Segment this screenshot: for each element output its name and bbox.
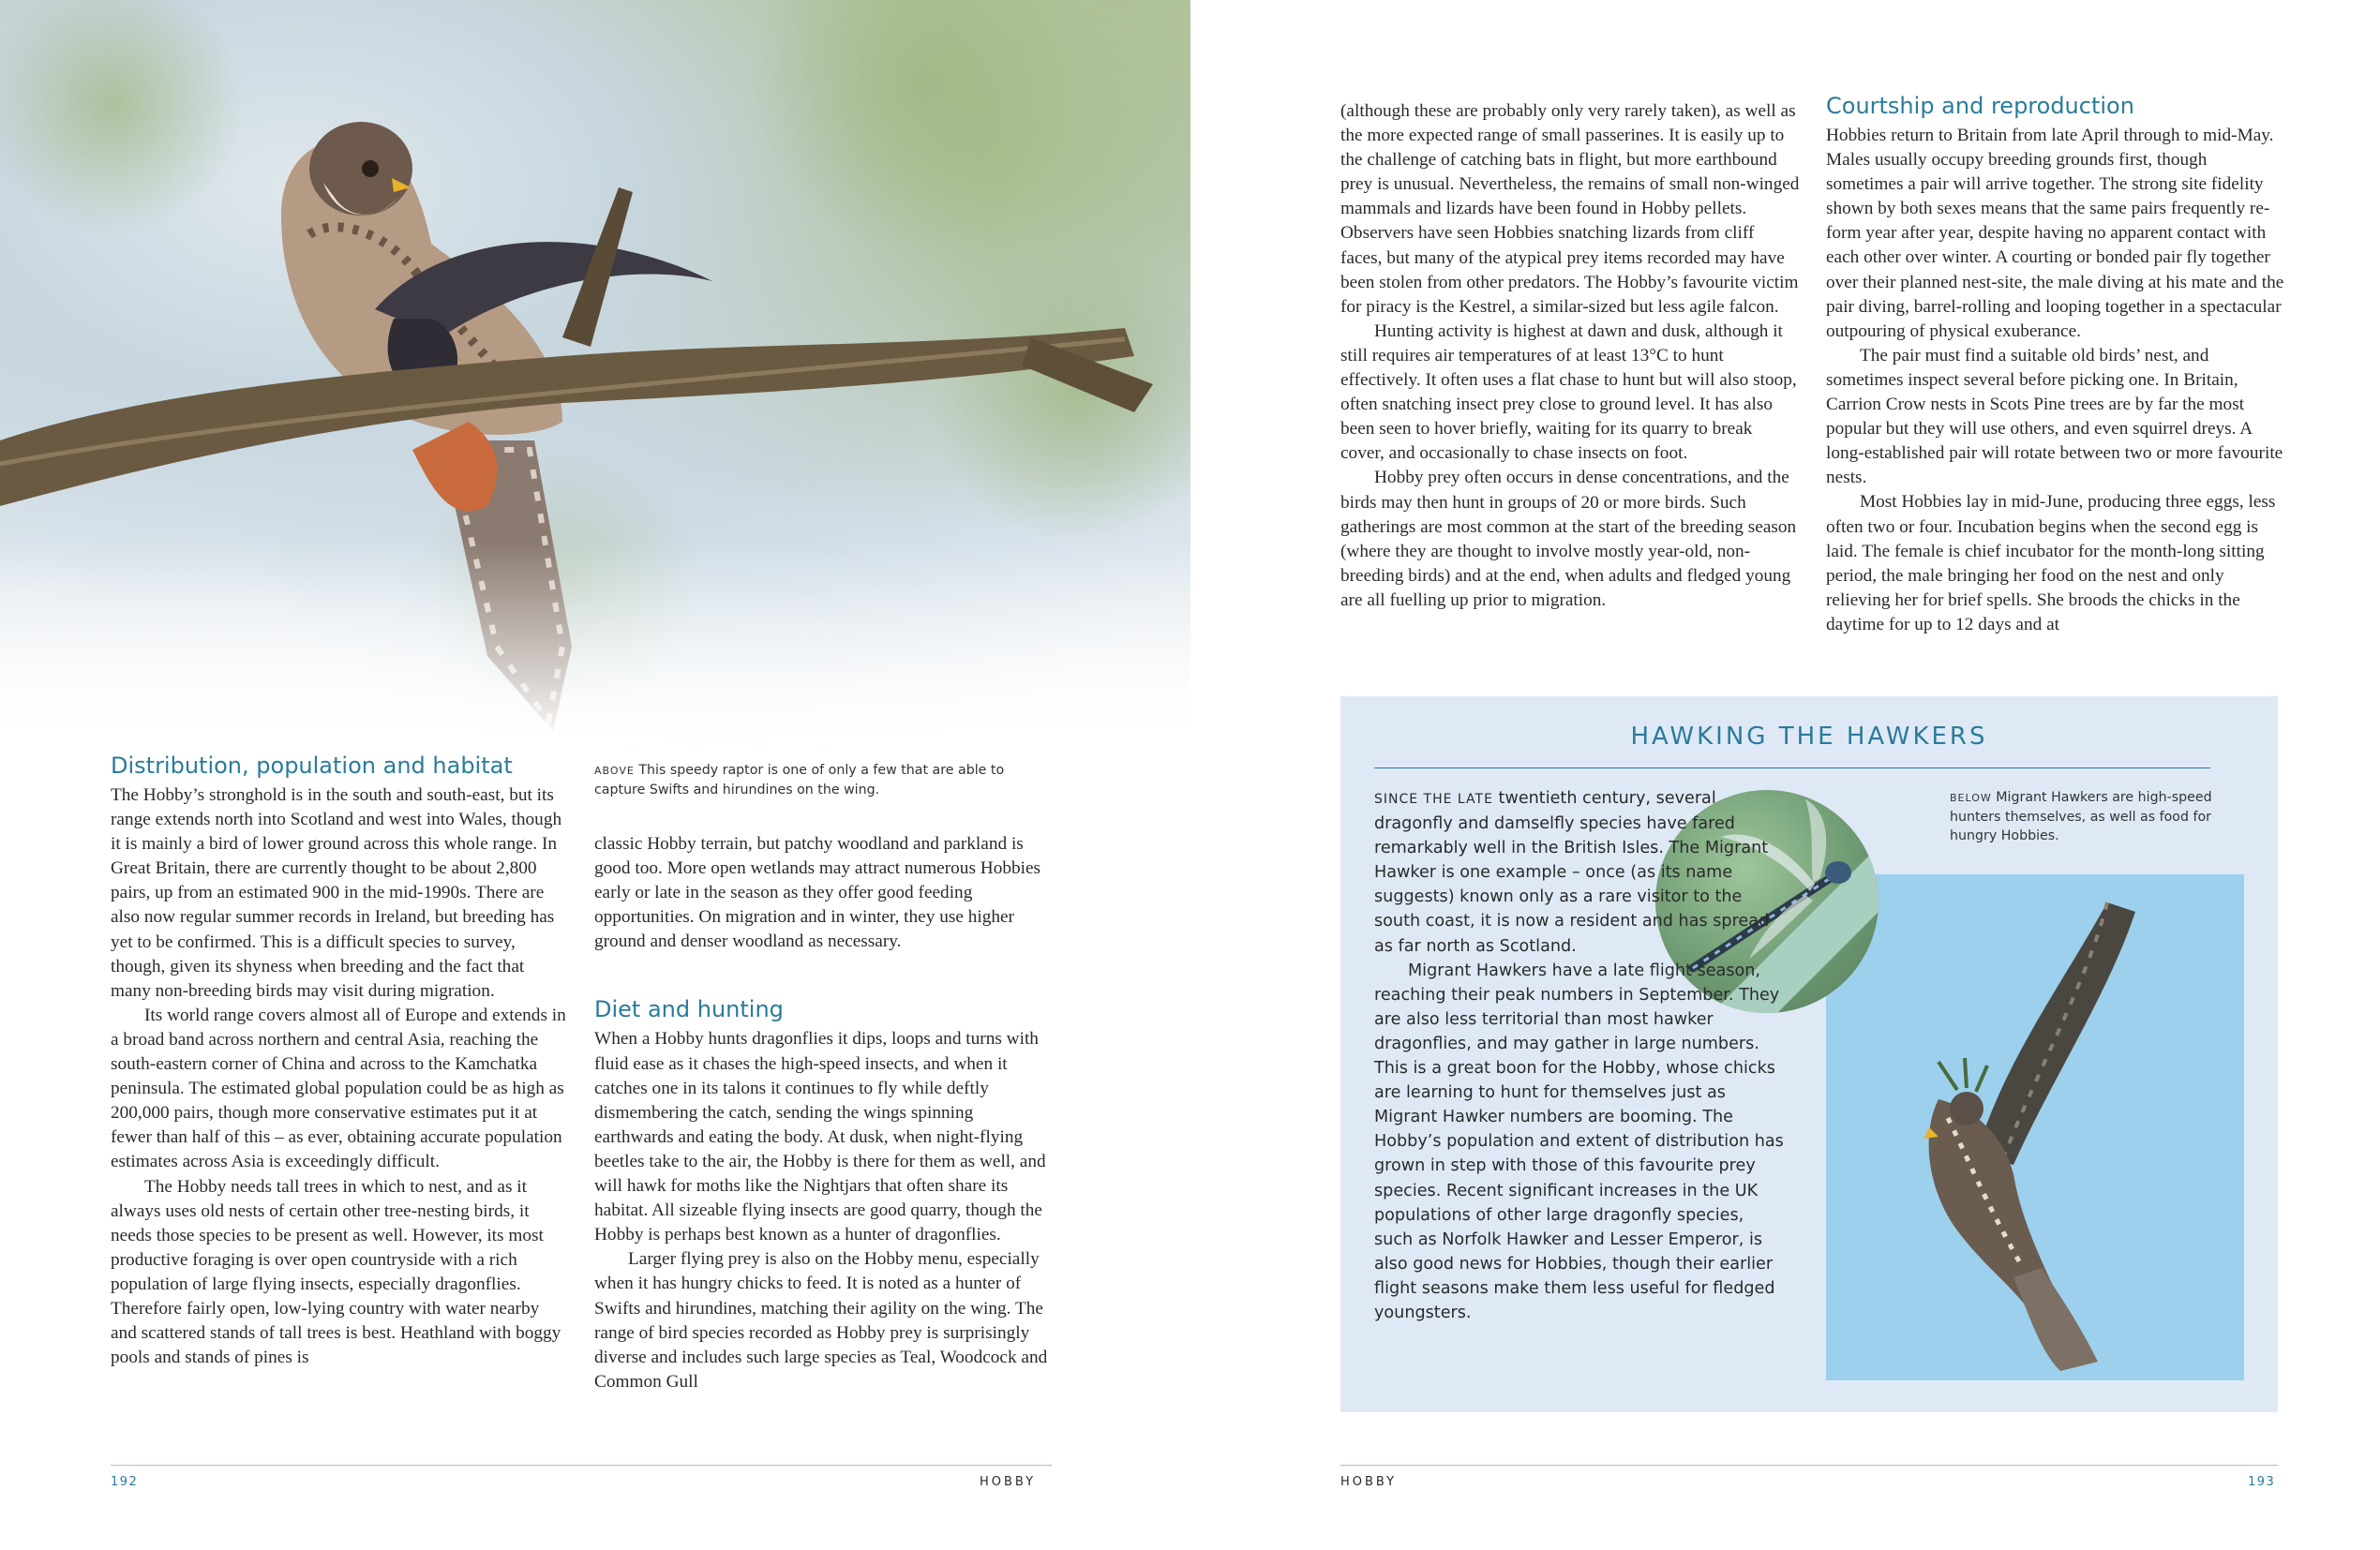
caption-tag: ABOVE — [594, 765, 635, 777]
feature-box — [1340, 696, 2278, 1412]
paragraph: The Hobby’s stronghold is in the south and south-east, but its range extends north into Scotland and west into Wales, though it is mainly a bird of lower ground across this whole range. In Great Britain, there are currently thought to be about 2,800 pairs, up from an estimated 900 in the mid-1990s. There are also now regular summer records in Ireland, but breeding has yet to be confirmed. This is a difficult species to survey, though, given its shyness when breeding and the fact that many non-breeding birds may visit during migration. — [111, 785, 562, 1001]
footer-rule — [1340, 1465, 2278, 1466]
paragraph: classic Hobby terrain, but patchy woodland and parkland is good too. More open wetlands may attract numerous Hobbies early or late in the season as they offer good feeding opportunities. On migration and in winter, they use higher ground and denser woodland as necessary. — [594, 834, 1041, 952]
paragraph: Larger flying prey is also on the Hobby menu, especially when it has hungry chicks to feed. It is noted as a hunter of Swifts and hirundines, matching their agility on the wing. The range of bird species recorded as Hobby prey is surprisingly diverse and includes such large species as Teal, Woodcock and Common Gull — [594, 1249, 1048, 1392]
paragraph: Hunting activity is highest at dawn and dusk, although it still requires air temperatures of at least 13°C to hunt effectively. It often uses a flat chase to hunt but will also stoop, often snatching insect prey close to ground level. It has also been seen to hover briefly, waiting for its quarry to break cover, and occasionally to chase insects on foot. — [1340, 320, 1797, 464]
caption-text: Migrant Hawkers are high-speed hunters themselves, as well as food for hungry Hobbies. — [1950, 790, 2212, 843]
diet-body — [594, 1027, 1050, 1394]
photo-caption — [594, 761, 1016, 799]
column-3 — [1340, 99, 1800, 613]
hobby-in-flight-illustration — [1826, 874, 2244, 1380]
distribution-body — [111, 783, 566, 1370]
paragraph: The Hobby needs tall trees in which to nest, and as it always uses old nests of certain other tree-nesting birds, it needs those species to be present as well. However, its most productive foraging is over open countryside with a rich population of large flying insects, especially dragonflies. Therefore fairly open, low-lying country with water nearby and scattered stands of tall trees is best. Heathland with boggy pools and stands of pines is — [111, 1176, 561, 1368]
box-body — [1374, 786, 1787, 1325]
column-2 — [594, 832, 1050, 1394]
paragraph: Most Hobbies lay in mid-June, producing three eggs, less often two or four. Incubation begins when the second egg is laid. The female is chief incubator for the month-long sitting period, the male bringing her food on the nest and only relieving her for brief spells. She broods the chicks in the daytime for up to 12 days and at — [1826, 492, 2276, 634]
caption-text: This speedy raptor is one of only a few that are able to capture Swifts and hirundines on the wing. — [594, 763, 1005, 797]
paragraph — [1374, 786, 1787, 959]
heading-courtship: Courtship and reproduction — [1826, 93, 2134, 119]
running-head: HOBBY — [1340, 1475, 1398, 1489]
paragraph: The pair must find a suitable old birds’ nest, and sometimes inspect several before picking one. In Britain, Carrion Crow nests in Scots Pine trees are by far the most popular but they will use others, and even squirrel dreys. A long-established pair will rotate between two or more favourite nests. — [1826, 345, 2283, 488]
running-head: HOBBY — [980, 1475, 1037, 1489]
footer-rule — [111, 1465, 1052, 1466]
box-lead: SINCE THE LATE — [1374, 792, 1493, 807]
hobby-with-swift-photo — [0, 0, 1190, 750]
courtship-body — [1826, 124, 2285, 637]
caption-tag: BELOW — [1950, 792, 1992, 804]
right-page — [1190, 0, 2380, 1550]
paragraph: When a Hobby hunts dragonflies it dips, loops and turns with fluid ease as it chases the high-speed insects, and when it catches one in its talons it continues to fly while deftly dismembering the catch, sending the wings spinning earthwards and eating the body. At dusk, when night-flying beetles take to the air, the Hobby is there for them as well, and will hawk for moths like the Nightjars that often share its habitat. All sizeable flying insects are good quarry, though the Hobby is perhaps best known as a hunter of dragonflies. — [594, 1029, 1046, 1245]
box-caption — [1950, 788, 2231, 845]
paragraph: Migrant Hawkers have a late flight season, reaching their peak numbers in September. They are also less territorial than most hawker dragonflies, and may gather in large numbers. This is a great boon for the Hobby, whose chicks are learning to hunt for themselves just as Migrant Hawker numbers are booming. The Hobby’s population and extent of distribution has grown in step with those of this favourite prey species. Recent significant increases in the UK populations of other large dragonfly species, such as Norfolk Hawker and Lesser Emperor, is also good news for Hobbies, though their earlier flight seasons make them less useful for fledged youngsters. — [1374, 961, 1784, 1322]
box-title: HAWKING THE HAWKERS — [1630, 723, 1988, 751]
paragraph: Hobbies return to Britain from late April through to mid-May. Males usually occupy breeding grounds first, though sometimes a pair will arrive together. The strong site fidelity shown by both sexes means that the same pairs frequently re-form year after year, despite having no apparent contact with each other over winter. A courting or bonded pair fly together over their planned nest-site, the male diving at his mate and the pair diving, barrel-rolling and looping together in a spectacular outpouring of physical exuberance. — [1826, 126, 2284, 341]
heading-diet: Diet and hunting — [594, 996, 784, 1023]
column-1 — [111, 752, 566, 1370]
hobby-in-flight-photo — [1826, 874, 2244, 1380]
column-4 — [1826, 92, 2285, 637]
heading-distribution: Distribution, population and habitat — [111, 753, 513, 779]
hobby-with-swift-illustration — [0, 0, 1190, 750]
page-number: 192 — [111, 1475, 139, 1489]
paragraph: Hobby prey often occurs in dense concentrations, and the birds may then hunt in groups of 20 or more birds. Such gatherings are most common at the start of the breeding season (where they are thought to involve mostly year-old, non-breeding birds) and at the end, when adults and fledged young are all fuelling up prior to migration. — [1340, 468, 1797, 610]
page-number: 193 — [2248, 1475, 2276, 1489]
paragraph: Its world range covers almost all of Europe and extends in a broad band across northern and central Asia, reaching the south-eastern corner of China and across to the Kamchatka peninsula. The estimated global population could be as high as 200,000 pairs, though more conservative estimates put it at fewer than half of this – as ever, obtaining accurate population estimates across Asia is exceedingly difficult. — [111, 1005, 566, 1172]
paragraph: (although these are probably only very rarely taken), as well as the more expected range of small passerines. It is easily up to the challenge of catching bats in flight, but more earthbound prey is unusual. Nevertheless, the remains of small non-winged mammals and lizards have been found in Hobby pellets. Observers have seen Hobbies snatching lizards from cliff faces, but many of the atypical prey items recorded may have been stolen from other predators. The Hobby’s favourite victim for piracy is the Kestrel, a similar-sized but less agile falcon. — [1340, 101, 1800, 317]
box-first-paragraph: twentieth century, several dragonfly and damselfly species have fared remarkably well in the British Isles. The Migrant Hawker is one example – once (as its name suggests) known only as a rare visitor to the south coast, it is now a resident and has spread as far north as Scotland. — [1374, 789, 1770, 956]
